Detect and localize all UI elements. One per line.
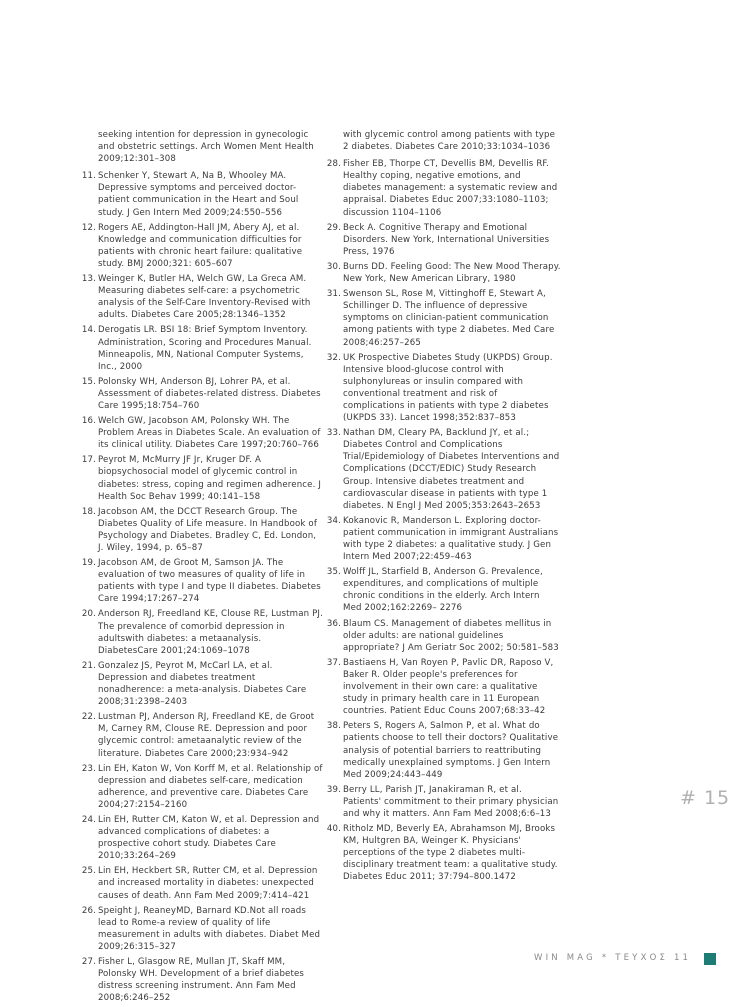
reference-number: 28. [326,159,341,170]
reference-text: Jacobson AM, the DCCT Research Group. The Diabetes Quality of Life measure. In Handbook of Psychology and Diabetes. Bradley C, Ed. London, J. Wiley, 1994, p. 65–87 [98,506,318,553]
reference-29 [323,222,561,258]
reference-text: Lustman PJ, Anderson RJ, Freedland KE, de Groot M, Carney RM, Clouse RE. Depression and poor glycemic control: ametaanalytic review of the literature. Diabetes Care 2000;23:934–942 [98,712,315,759]
reference-text: Fisher EB, Thorpe CT, Devellis BM, Devellis RF. Healthy coping, negative emotions, and diabetes management: a systematic review and appraisal. Diabetes Educ 2007;33:1080–1103; discussion 1104–1106 [343,159,558,218]
reference-30 [323,261,561,285]
reference-number: 17. [81,455,96,466]
reference-number: 29. [326,222,341,233]
reference-number: 26. [81,905,96,916]
reference-35 [323,566,561,614]
reference-text: Peyrot M, McMurry JF Jr, Kruger DF. A biopsychosocial model of glycemic control in diabetes: stress, coping and regimen adherence. J Health Soc Behav 1999; 40:141–158 [98,455,322,502]
reference-32 [323,352,561,425]
reference-number: 15. [81,376,96,387]
reference-27 [78,956,323,1004]
reference-20 [78,608,323,656]
reference-text: Wolff JL, Starfield B, Anderson G. Prevalence, expenditures, and complications of multiple chronic conditions in the elderly. Arch Intern Med 2002;162:2269– 2276 [343,567,543,614]
reference-text: with glycemic control among patients with type 2 diabetes. Diabetes Care 2010;33:1034–1036 [343,130,556,153]
reference-23 [78,763,323,811]
reference-25 [78,865,323,901]
reference-number: 38. [326,721,341,732]
reference-number: 18. [81,506,96,517]
reference-text: Fisher L, Glasgow RE, Mullan JT, Skaff MM, Polonsky WH. Development of a brief diabetes distress screening instrument. Ann Fam Med 2008;6:246–252 [98,957,305,1004]
reference-text: Peters S, Rogers A, Salmon P, et al. What do patients choose to tell their doctors? Qualitative analysis of potential barriers to reattributing medically unexplained symptoms. J Gen Intern Med 2009;24:443–449 [343,721,559,780]
references-left-column [78,129,323,1007]
reference-number: 39. [326,784,341,795]
reference-13 [78,273,323,321]
page-number: # 15 [680,787,731,809]
reference-number: 24. [81,814,96,825]
reference-number: 11. [81,171,96,182]
reference-text: Bastiaens H, Van Royen P, Pavlic DR, Raposo V, Baker R. Older people's preferences for involvement in their own care: a qualitative study in primary health care in 11 European countries. Patient Educ Couns 2007;68:33–42 [343,657,554,717]
reference-text: Berry LL, Parish JT, Janakiraman R, et al. Patients' commitment to their primary physician and why it matters. Ann Fam Med 2008;6:6–13 [343,784,559,819]
reference-text: Anderson RJ, Freedland KE, Clouse RE, Lustman PJ. The prevalence of comorbid depression in adultswith diabetes: a metaanalysis. DiabetesCare 2001;24:1069–1078 [98,609,323,656]
reference-text: Beck A. Cognitive Therapy and Emotional Disorders. New York, International Universities Press, 1976 [343,222,550,257]
reference-number: 27. [81,957,96,967]
reference-text: Lin EH, Katon W, Von Korff M, et al. Relationship of depression and diabetes self-care, medication adherence, and preventive care. Diabetes Care 2004;27:2154–2160 [98,763,323,810]
reference-text: Derogatis LR. BSI 18: Brief Symptom Inventory. Administration, Scoring and Procedures Manual. Minneapolis, MN, National Computer Systems, Inc., 2000 [98,325,312,372]
reference-38 [323,720,561,780]
reference-number: 31. [326,289,341,300]
reference-text: Nathan DM, Cleary PA, Backlund JY, et al.; Diabetes Control and Complications Trial/Epidemiology of Diabetes Interventions and Complications (DCCT/EDIC) Study Research Group. Intensive diabetes treatment and cardiovascular disease in patients with type 1 diabetes. N Engl J Med 2005;353:2643–2653 [343,428,560,511]
reference-33 [323,427,561,512]
reference-number: 32. [326,352,341,363]
reference-number: 21. [81,660,96,671]
reference-text: Rogers AE, Addington-Hall JM, Abery AJ, et al. Knowledge and communication difficulties for patients with chronic heart failure: qualitative study. BMJ 2000;321: 605–607 [98,222,303,269]
reference-text: seeking intention for depression in gynecologic and obstetric settings. Arch Women Ment Health 2009;12:301–308 [98,130,314,165]
reference-continuation [78,129,323,165]
reference-40 [323,823,561,883]
reference-number: 35. [326,567,341,578]
reference-36 [323,618,561,654]
reference-text: Blaum CS. Management of diabetes mellitus in older adults: are national guidelines appropriate? J Am Geriatr Soc 2002; 50:581–583 [343,618,559,653]
reference-21 [78,660,323,708]
reference-text: Lin EH, Rutter CM, Katon W, et al. Depression and advanced complications of diabetes: a prospective cohort study. Diabetes Care 2010;33:264–269 [98,814,320,862]
reference-number: 19. [81,558,96,569]
reference-number: 34. [326,515,341,526]
reference-18 [78,506,323,554]
reference-28 [323,158,561,218]
reference-16 [78,415,323,451]
reference-text: Welch GW, Jacobson AM, Polonsky WH. The Problem Areas in Diabetes Scale. An evaluation of its clinical utility. Diabetes Care 1997;20:760–766 [98,416,321,451]
footer-magazine-label: WIN MAG * ΤΕΥΧΟΣ 11 [534,953,692,963]
reference-number: 25. [81,866,96,877]
reference-11 [78,170,323,218]
reference-37 [323,657,561,717]
reference-text: Kokanovic R, Manderson L. Exploring doctor-patient communication in immigrant Australians with type 2 diabetes: a qualitative study. J Gen Intern Med 2007;22:459–463 [343,515,559,563]
reference-number: 20. [81,609,96,620]
reference-text: Schenker Y, Stewart A, Na B, Whooley MA. Depressive symptoms and perceived doctor-patient communication in the Heart and Soul study. J Gen Intern Med 2009;24:550–556 [98,171,299,218]
reference-number: 22. [81,712,96,723]
reference-24 [78,814,323,862]
reference-number: 37. [326,657,341,668]
reference-number: 30. [326,261,341,272]
reference-number: 23. [81,763,96,774]
reference-number: 14. [81,325,96,336]
reference-number: 36. [326,618,341,629]
reference-text: Weinger K, Butler HA, Welch GW, La Greca AM. Measuring diabetes self-care: a psychometric analysis of the Self-Care Inventory-Revised with adults. Diabetes Care 2005;28:1346–1352 [98,274,311,321]
reference-17 [78,454,323,502]
reference-text: Jacobson AM, de Groot M, Samson JA. The evaluation of two measures of quality of life in patients with type I and type II diabetes. Diabetes Care 1994;17:267–274 [98,558,321,605]
reference-text: Swenson SL, Rose M, Vittinghoff E, Stewart A, Schillinger D. The influence of depressive symptoms on clinician-patient communication among patients with type 2 diabetes. Med Care 2008;46:257–265 [343,289,555,348]
reference-12 [78,222,323,270]
reference-15 [78,376,323,412]
reference-19 [78,557,323,605]
reference-text: Ritholz MD, Beverly EA, Abrahamson MJ, Brooks KM, Hultgren BA, Weinger K. Physicians' perceptions of the type 2 diabetes multi-disciplinary treatment team: a qualitative study. Diabetes Educ 2011; 37:794–800.1472 [343,824,558,883]
reference-39 [323,784,561,820]
reference-26 [78,905,323,953]
reference-text: Lin EH, Heckbert SR, Rutter CM, et al. Depression and increased mortality in diabetes: unexpected causes of death. Ann Fam Med 2009;7:414–421 [98,866,318,901]
reference-text: UK Prospective Diabetes Study (UKPDS) Group. Intensive blood-glucose control with sulphonylureas or insulin compared with conventional treatment and risk of complications in patients with type 2 diabetes (UKPDS 33). Lancet 1998;352:837–853 [343,352,553,424]
reference-number: 33. [326,428,341,439]
references-right-column [323,129,561,887]
footer-accent-square [704,953,716,965]
reference-number: 12. [81,222,96,233]
reference-34 [323,515,561,563]
reference-number: 40. [326,824,341,835]
reference-text: Polonsky WH, Anderson BJ, Lohrer PA, et al. Assessment of diabetes-related distress. Diabetes Care 1995;18:754–760 [98,376,321,411]
reference-number: 13. [81,274,96,285]
reference-text: Speight J, ReaneyMD, Barnard KD.Not all roads lead to Rome-a review of quality of life measurement in adults with diabetes. Diabet Med 2009;26:315–327 [98,905,321,952]
reference-continuation [323,129,561,153]
reference-text: Gonzalez JS, Peyrot M, McCarl LA, et al. Depression and diabetes treatment nonadherence: a meta-analysis. Diabetes Care 2008;31:2398–2403 [98,660,307,708]
reference-number: 16. [81,416,96,427]
reference-22 [78,711,323,759]
reference-14 [78,324,323,372]
reference-text: Burns DD. Feeling Good: The New Mood Therapy. New York, New American Library, 1980 [343,261,561,285]
reference-31 [323,288,561,348]
